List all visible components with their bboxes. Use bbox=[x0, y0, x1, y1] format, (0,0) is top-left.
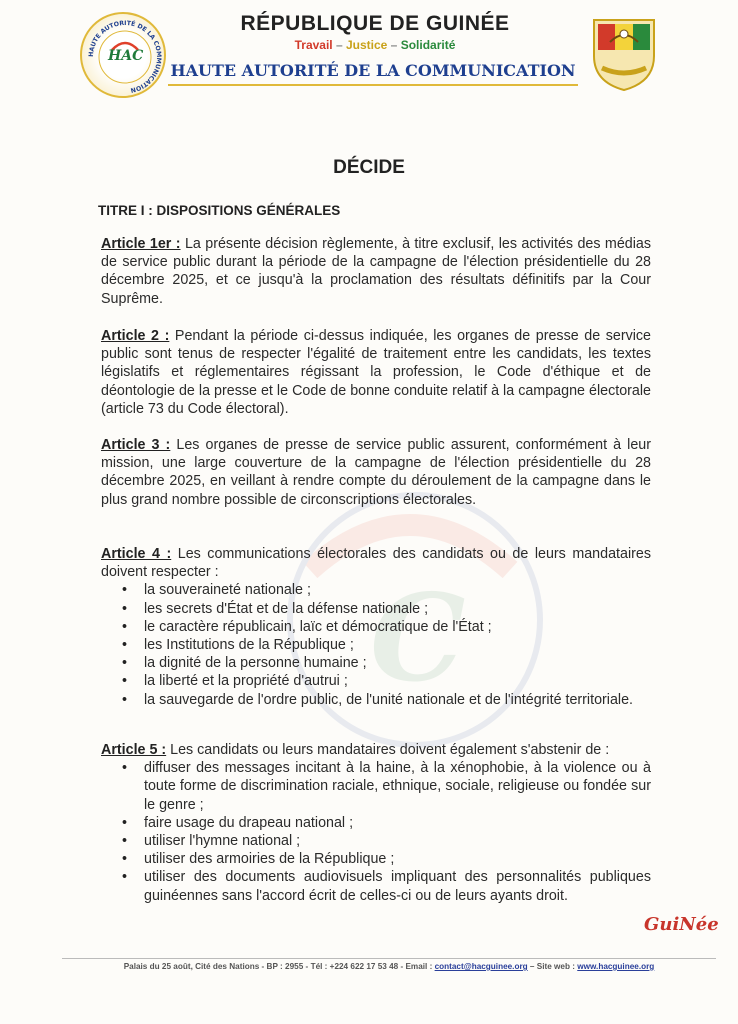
article-1-text: La présente décision règlemente, à titre exclusif, les activités des médias de service public durant la période de la campagne de l'élection présidentielle du 28 décembre 2025, et ce jusqu'à la proclamation des résultats définitifs par la Cour Suprême. bbox=[101, 236, 651, 307]
article-2 bbox=[101, 327, 651, 418]
footer-email-link[interactable]: contact@hacguinee.org bbox=[434, 962, 528, 971]
list-item: • le caractère républicain, laïc et démocratique de l'État ; bbox=[144, 618, 651, 636]
list-item: • la liberté et la propriété d'autrui ; bbox=[144, 672, 651, 690]
footer-divider bbox=[62, 958, 716, 959]
footer bbox=[62, 962, 716, 971]
svg-text:C: C bbox=[370, 568, 466, 709]
list-item: • les Institutions de la République ; bbox=[144, 636, 651, 654]
list-item: • utiliser des armoiries de la République ; bbox=[144, 850, 651, 868]
article-4-label: Article 4 : bbox=[101, 546, 172, 562]
footer-site-label: – Site web : bbox=[527, 962, 578, 971]
article-5-list bbox=[101, 759, 651, 905]
list-item: • la dignité de la personne humaine ; bbox=[144, 654, 651, 672]
titre-heading: TITRE I : DISPOSITIONS GÉNÉRALES bbox=[98, 203, 341, 218]
footer-email-label: Email : bbox=[405, 962, 435, 971]
list-item: • utiliser l'hymne national ; bbox=[144, 832, 651, 850]
list-item: • la sauvegarde de l'ordre public, de l'unité nationale et de l'intégrité territoriale. bbox=[144, 691, 651, 709]
article-5-label: Article 5 : bbox=[101, 742, 167, 758]
svg-text:HAUTE AUTORITÉ DE LA COMMUNICA: HAUTE AUTORITÉ DE LA COMMUNICATION bbox=[87, 19, 163, 94]
motto-separator: – bbox=[332, 38, 346, 52]
list-item: • faire usage du drapeau national ; bbox=[144, 814, 651, 832]
coat-of-arms-icon bbox=[588, 12, 660, 92]
article-1-label: Article 1er : bbox=[101, 236, 181, 252]
motto-travail: Travail bbox=[294, 38, 333, 52]
article-4-text: Les communications électorales des candidats ou de leurs mandataires doivent respecter : bbox=[101, 546, 651, 581]
article-5 bbox=[101, 741, 651, 905]
motto-solidarite: Solidarité bbox=[400, 38, 456, 52]
motto-justice: Justice bbox=[345, 38, 388, 52]
article-3-label: Article 3 : bbox=[101, 437, 171, 453]
republic-title: RÉPUBLIQUE DE GUINÉE bbox=[240, 12, 510, 35]
footer-tel: Tél : +224 622 17 53 48 - bbox=[310, 962, 406, 971]
article-5-text: Les candidats ou leurs mandataires doivent également s'abstenir de : bbox=[166, 742, 610, 758]
motto-separator: – bbox=[387, 38, 401, 52]
article-4 bbox=[101, 545, 651, 709]
list-item: • la souveraineté nationale ; bbox=[144, 581, 651, 599]
article-3-text: Les organes de presse de service public assurent, conformément à leur mission, une large couverture de la campagne de l'élection présidentielle du 28 décembre 2025, en veillant à rendre compte du déroulement de la campagne dans le plus grand nombre possible de circonscriptions électorales. bbox=[101, 437, 651, 508]
hac-logo bbox=[80, 12, 166, 98]
article-1 bbox=[101, 235, 651, 308]
authority-banner: HAUTE AUTORITÉ DE LA COMMUNICATION bbox=[168, 58, 578, 86]
list-item: • diffuser des messages incitant à la haine, à la xénophobie, à la violence ou à toute forme de discrimination raciale, ethnique, sociale, religieuse ou fondée sur le genre ; bbox=[144, 759, 651, 814]
list-item: • les secrets d'État et de la défense nationale ; bbox=[144, 600, 651, 618]
article-2-label: Article 2 : bbox=[101, 328, 170, 344]
article-2-text: Pendant la période ci-dessus indiquée, les organes de presse de service public sont tenus de respecter l'égalité de traitement entre les candidats, les textes législatifs et réglementaires régissant la profession, le Code d'éthique et de déontologie de la presse et le Code de bonne conduite relatif à la campagne électorale (article 73 du Code électoral). bbox=[101, 328, 652, 417]
hac-abbrev: HAC bbox=[108, 48, 144, 64]
list-item: • utiliser des documents audiovisuels impliquant des personnalités publiques guinéennes sans l'accord écrit de celles-ci ou de leurs ayants droit. bbox=[144, 868, 651, 904]
footer-site-link[interactable]: www.hacguinee.org bbox=[577, 962, 655, 971]
footer-address: Palais du 25 août, Cité des Nations bbox=[123, 962, 260, 971]
footer-bp: - BP : 2955 - bbox=[259, 962, 311, 971]
article-3 bbox=[101, 436, 651, 509]
motto bbox=[190, 38, 560, 52]
guinee-stamp: GuiNée bbox=[644, 914, 719, 935]
article-4-list bbox=[101, 581, 651, 708]
decide-heading: DÉCIDE bbox=[333, 157, 405, 178]
